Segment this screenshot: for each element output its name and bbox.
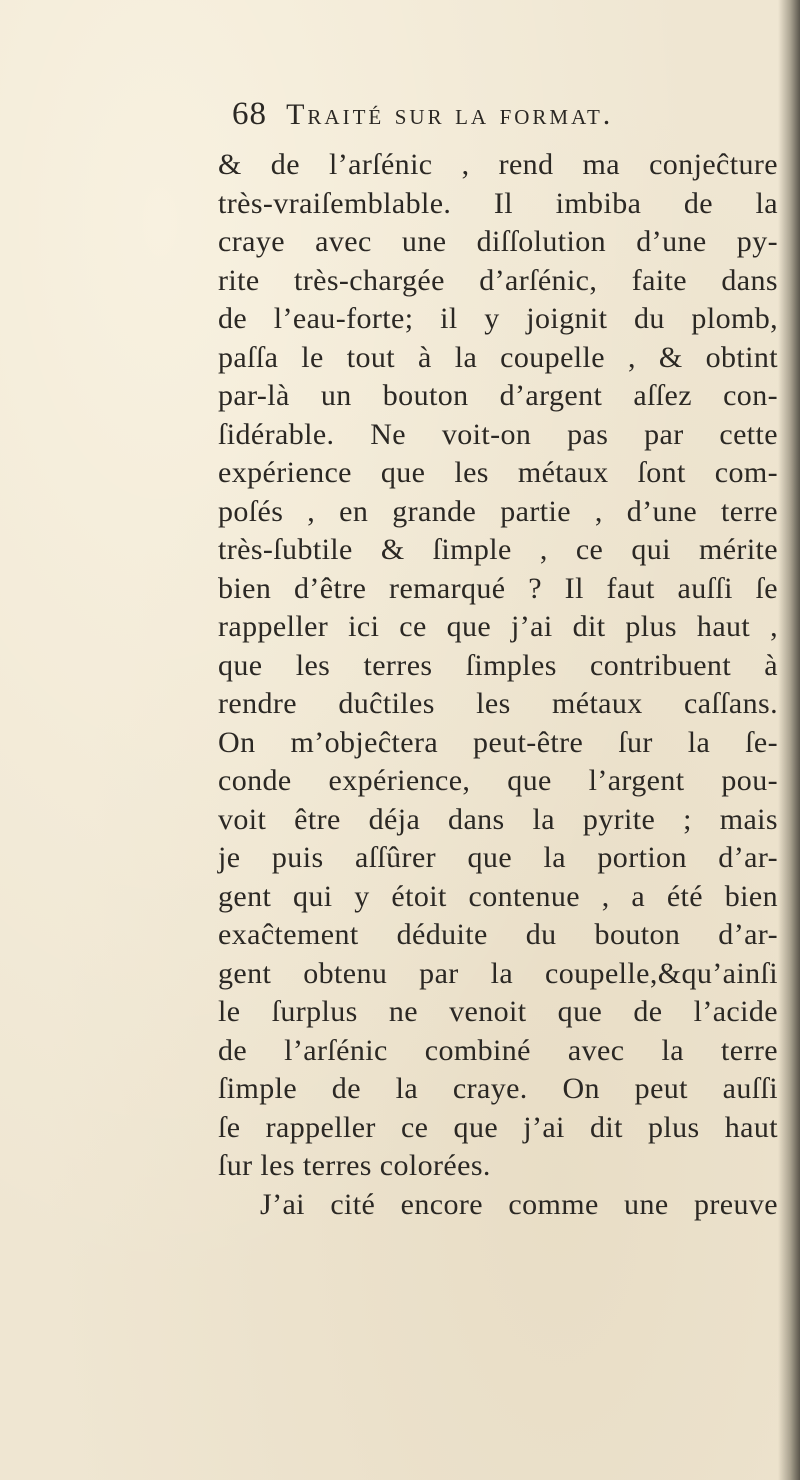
text-line: très-ſubtile & ſimple , ce qui mérite <box>218 533 778 566</box>
page-header <box>232 96 772 140</box>
text-line: ſe rappeller ce que j’ai dit plus haut <box>218 1110 778 1144</box>
text-line: bien d’être remarqué ? Il faut auſſi ſe <box>218 571 778 605</box>
text-line: de l’eau-forte; il y joignit du plomb, <box>218 302 778 335</box>
text-line: gent qui y étoit contenue , a été bien <box>218 879 778 913</box>
body-text <box>218 146 778 1224</box>
text-line: ſur les terres colorées. <box>218 1149 491 1182</box>
text-line: le ſurplus ne venoit que de l’acide <box>218 995 778 1028</box>
running-head: Traité sur la format. <box>286 98 614 131</box>
text-line: ſidérable. Ne voit-on pas par cette <box>218 417 778 451</box>
page-number: 68 <box>232 96 267 132</box>
text-line: expérience que les métaux ſont com- <box>218 456 778 489</box>
text-line: ſimple de la craye. On peut auſſi <box>218 1072 778 1105</box>
text-line: rappeller ici ce que j’ai dit plus haut , <box>218 610 778 643</box>
text-line: paſſa le tout à la coupelle , & obtint <box>218 340 778 374</box>
page-edge-shadow <box>778 0 800 1480</box>
text-line: par-là un bouton d’argent aſſez con- <box>218 379 778 412</box>
text-line: que les terres ſimples contribuent à <box>218 648 778 682</box>
text-line: conde expérience, que l’argent pou- <box>218 764 778 797</box>
text-line: voit être déja dans la pyrite ; mais <box>218 802 778 836</box>
text-line: poſés , en grande partie , d’une terre <box>218 494 778 528</box>
text-line: J’ai cité encore comme une preuve <box>260 1187 778 1221</box>
text-line: je puis aſſûrer que la portion d’ar- <box>218 841 778 874</box>
text-line: craye avec une diſſolution d’une py- <box>218 225 778 258</box>
text-line: très-vraiſemblable. Il imbiba de la <box>218 186 778 220</box>
text-line: rendre duĉtiles les métaux caſſans. <box>218 687 778 720</box>
text-line: & de l’arſénic , rend ma conjeĉture <box>218 148 778 181</box>
text-line: exaĉtement déduite du bouton d’ar- <box>218 918 778 951</box>
text-line: gent obtenu par la coupelle,&qu’ainſi <box>218 956 778 990</box>
text-line: de l’arſénic combiné avec la terre <box>218 1033 778 1067</box>
text-line: On m’objeĉtera peut-être ſur la ſe- <box>218 725 778 759</box>
text-line: rite très-chargée d’arſénic, faite dans <box>218 263 778 297</box>
